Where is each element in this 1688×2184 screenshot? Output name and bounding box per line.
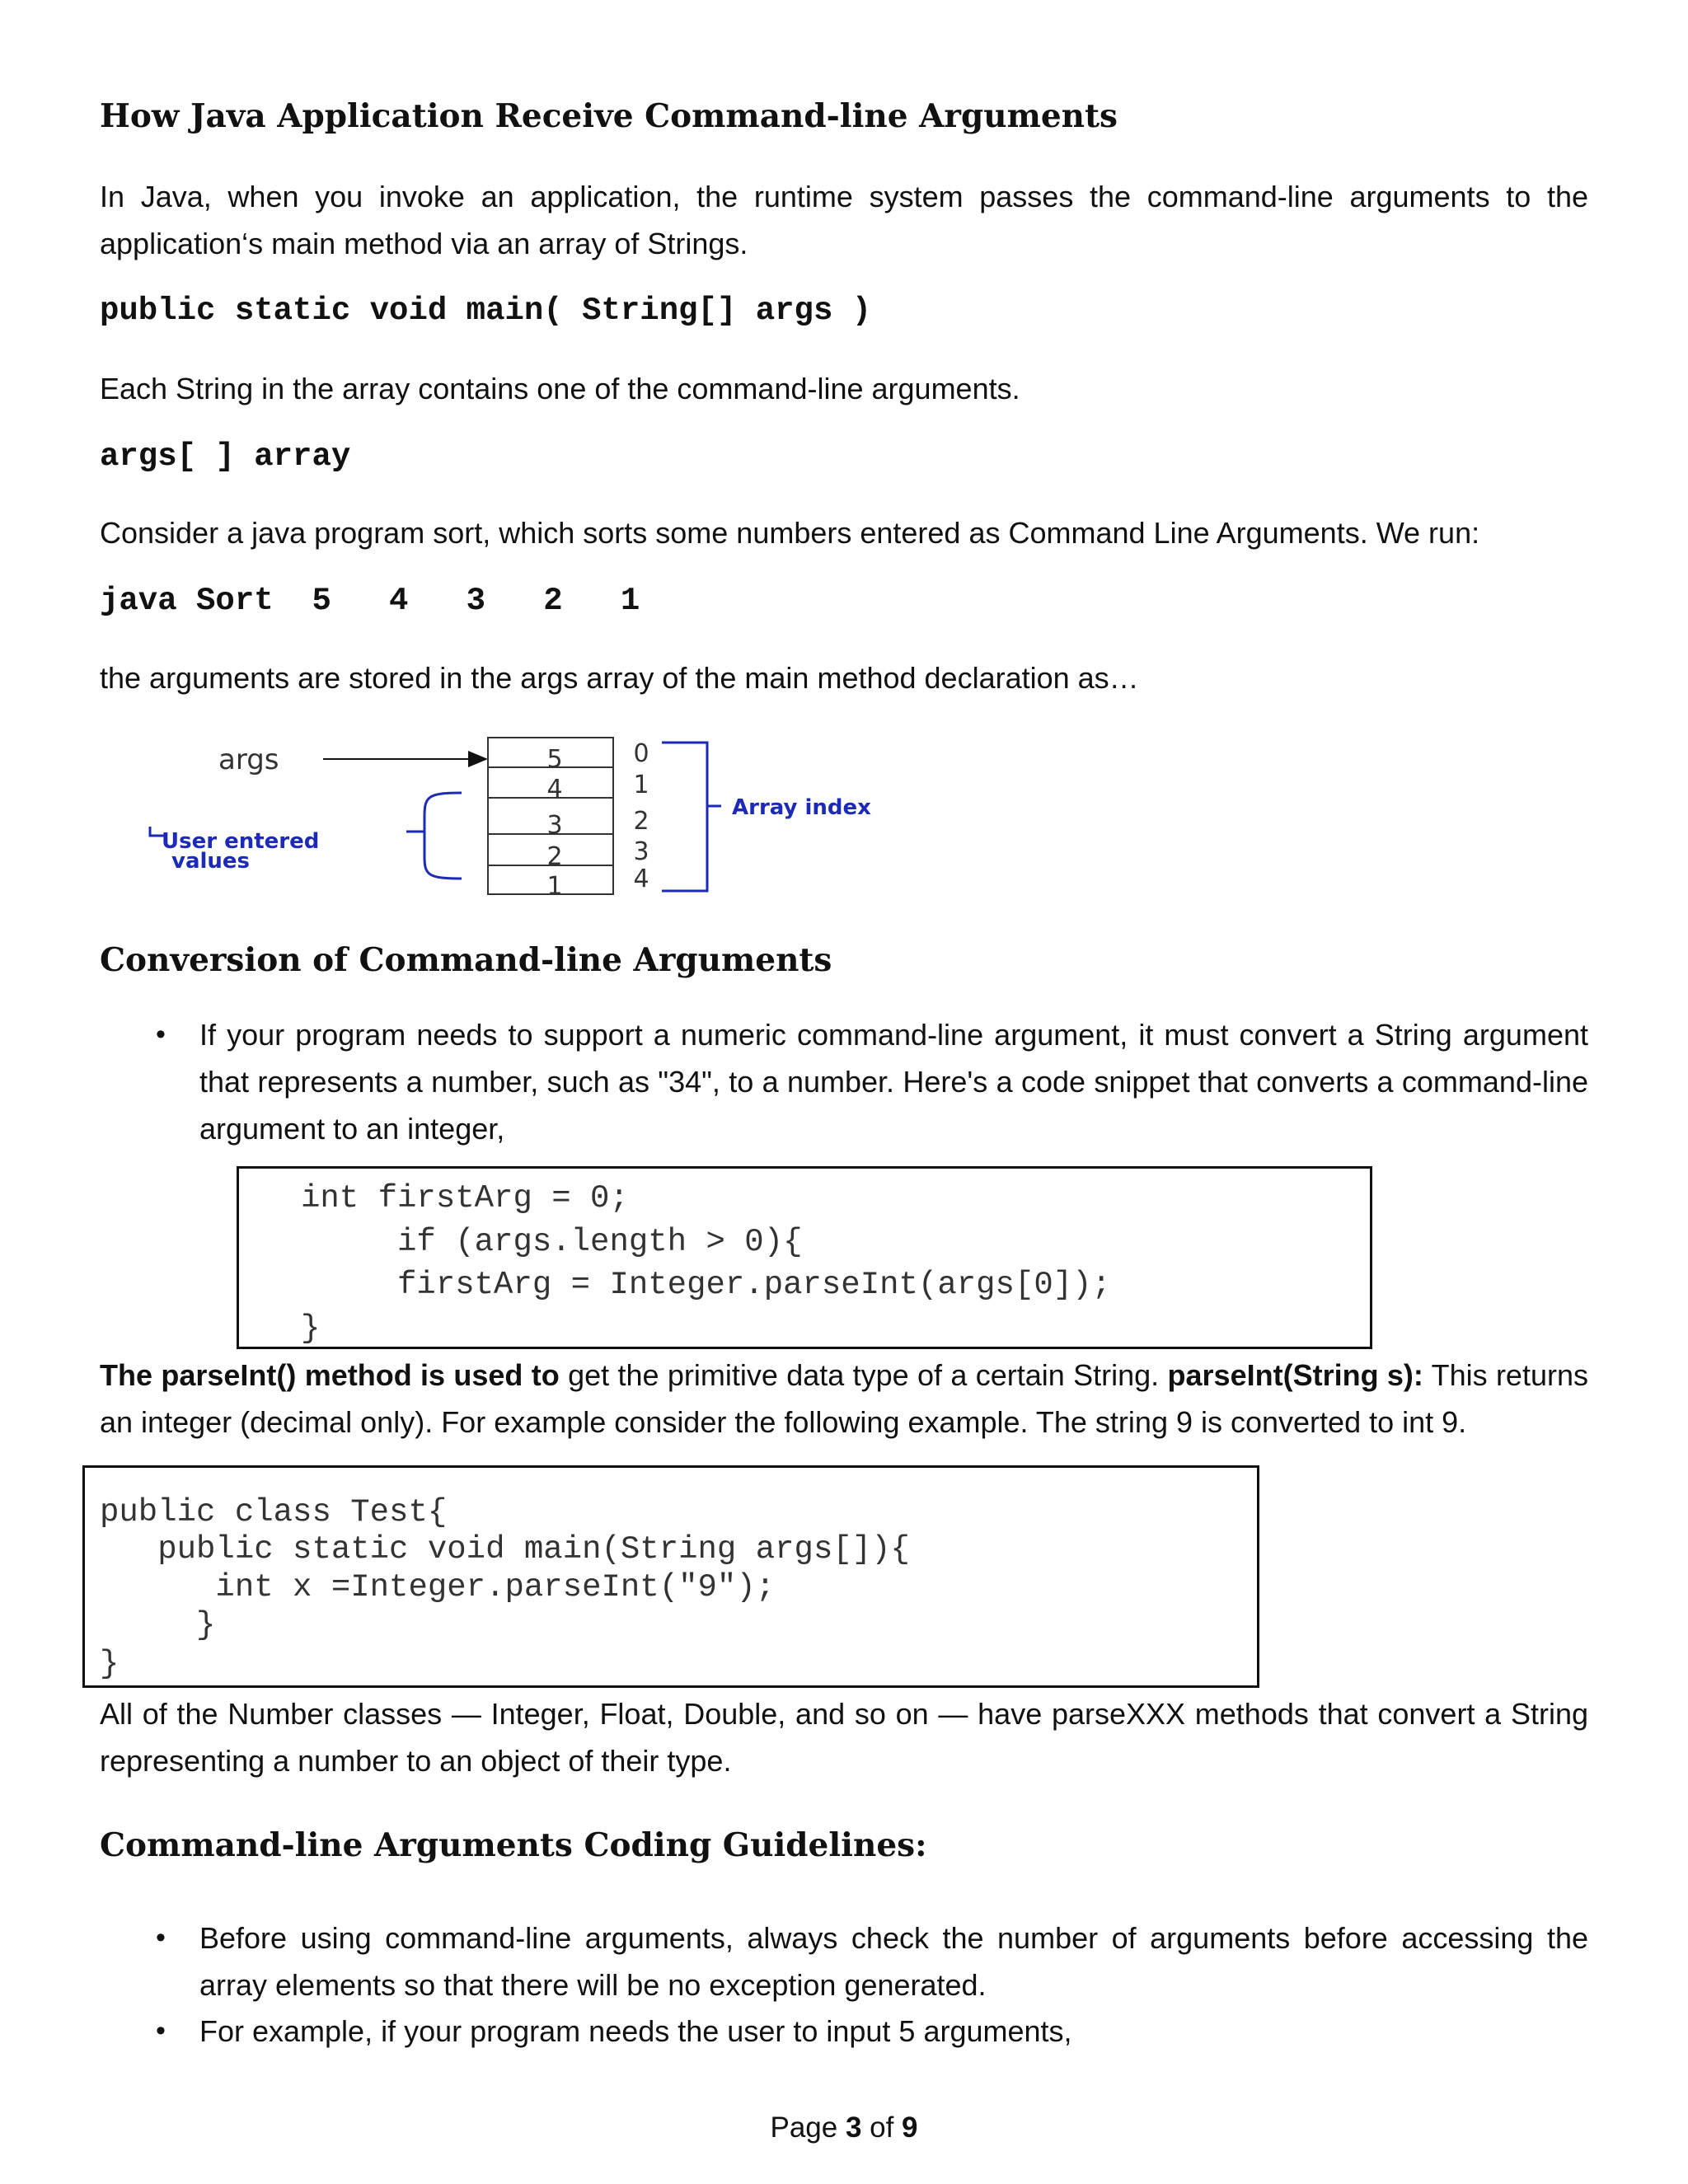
guideline-item: For example, if your program needs the user to input 5 arguments,	[199, 2014, 1072, 2048]
guideline-item: Before using command-line arguments, always check the number of arguments before accessing the array elements so that there will be no exception generated.	[199, 1921, 1588, 2002]
array-value-2: 3	[546, 811, 563, 840]
index-1: 1	[633, 771, 649, 799]
code-line: int firstArg = 0;	[301, 1180, 629, 1216]
conversion-heading: Conversion of Command-line Arguments	[100, 941, 832, 979]
code-line: firstArg = Integer.parseInt(args[0]);	[301, 1267, 1111, 1303]
args-array-diagram	[0, 717, 989, 915]
code-line: }	[100, 1646, 120, 1682]
code-line: }	[100, 1607, 216, 1643]
code-line: public class Test{	[100, 1494, 448, 1530]
intro-paragraph: In Java, when you invoke an application, the runtime system passes the command-line arguments to the application‘s main method via an array of Strings.	[100, 180, 1588, 260]
array-value-0: 5	[546, 745, 563, 774]
values-bracket	[424, 793, 462, 879]
array-value-1: 4	[546, 775, 563, 804]
index-3: 3	[633, 837, 649, 866]
code-box-first-arg	[237, 1166, 1372, 1349]
page-middle: of	[861, 2111, 903, 2144]
code-line: }	[301, 1310, 321, 1347]
stored-paragraph: the arguments are stored in the args array of the main method declaration as…	[100, 661, 1139, 695]
parseint-paragraph	[100, 1352, 1588, 1446]
values-label: values	[171, 849, 251, 874]
each-string-paragraph: Each String in the array contains one of the command-line arguments.	[100, 372, 1020, 405]
code-box-test-class	[82, 1465, 1259, 1688]
index-bracket	[662, 743, 707, 891]
array-value-4: 1	[546, 872, 563, 901]
conversion-bullet-text: If your program needs to support a numeric command-line argument, it must convert a String argument that represents a number, such as "34", to a number. Here's a code snippet that converts a command-line argument to an integer,	[199, 1018, 1588, 1146]
number-classes-paragraph: All of the Number classes — Integer, Float, Double, and so on — have parseXXX methods that convert a String representing a number to an object of their type.	[100, 1697, 1588, 1778]
code-line: int x =Integer.parseInt("9");	[100, 1569, 776, 1605]
bullet-icon: •	[156, 1019, 166, 1050]
bullet-icon: •	[156, 1922, 166, 1953]
parseint-text-1: get the primitive data type of a certain String.	[559, 1358, 1168, 1392]
page-current: 3	[845, 2111, 862, 2144]
guidelines-heading: Command-line Arguments Coding Guidelines:	[100, 1826, 927, 1864]
args-array-label: args[ ] array	[100, 438, 351, 475]
parseint-text-2: This returns an integer (decimal only). For example consider the following example. The string 9 is converted to int 9.	[100, 1358, 1588, 1439]
index-4: 4	[633, 865, 649, 893]
page-total: 9	[902, 2111, 918, 2144]
parseint-signature: parseInt(String s):	[1167, 1358, 1423, 1392]
run-command: java Sort 5 4 3 2 1	[100, 583, 640, 619]
index-0: 0	[633, 739, 649, 768]
code-line: if (args.length > 0){	[301, 1224, 803, 1260]
array-index-label: Array index	[732, 795, 871, 820]
array-cells	[488, 738, 613, 901]
array-indices	[633, 739, 649, 893]
main-signature: public static void main( String[] args )	[100, 293, 872, 329]
bullet-icon: •	[156, 2015, 166, 2046]
parseint-bold-intro: The parseInt() method is used to	[100, 1358, 560, 1392]
page-prefix: Page	[770, 2111, 846, 2144]
page-title: How Java Application Receive Command-line Arguments	[100, 97, 1118, 135]
args-label: args	[218, 743, 279, 776]
user-entered-label: User entered	[162, 829, 320, 854]
code-line: public static void main(String args[]){	[100, 1531, 910, 1568]
index-2: 2	[633, 807, 649, 836]
array-value-3: 2	[546, 842, 563, 871]
page-number	[0, 2111, 1688, 2144]
consider-paragraph: Consider a java program sort, which sorts some numbers entered as Command Line Arguments. We run:	[100, 516, 1480, 550]
